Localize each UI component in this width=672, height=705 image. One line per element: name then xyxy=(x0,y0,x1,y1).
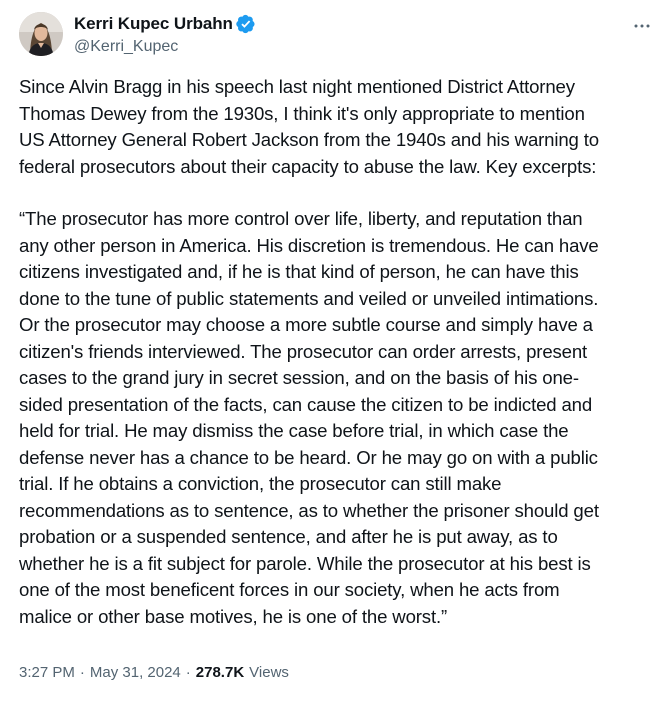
tweet-time[interactable]: 3:27 PM xyxy=(19,664,75,681)
author-handle[interactable]: @Kerri_Kupec xyxy=(74,38,179,55)
tweet-text xyxy=(19,74,659,630)
ellipsis-icon xyxy=(632,16,652,36)
profile-photo-icon xyxy=(19,12,63,56)
meta-separator: · xyxy=(79,664,85,681)
author-name-row xyxy=(74,14,256,34)
tweet-date[interactable]: May 31, 2024 xyxy=(89,664,181,681)
views-label: Views xyxy=(249,664,289,681)
meta-separator: · xyxy=(185,664,191,681)
avatar[interactable] xyxy=(19,12,63,56)
verified-badge-icon xyxy=(236,14,256,34)
tweet-paragraph-intro: Since Alvin Bragg in his speech last night mentioned District Attorney Thomas Dewey from the 1930s, I think it's only appropriate to mention US Attorney General Robert Jackson from the 1940s and his warning to federal prosecutors about their capacity to abuse the law. Key excerpts: xyxy=(19,76,599,177)
views-count: 278.7K xyxy=(195,664,245,681)
more-options-button[interactable] xyxy=(630,14,654,38)
author-display-name[interactable]: Kerri Kupec Urbahn xyxy=(74,14,233,33)
tweet-paragraph-quote: “The prosecutor has more control over life, liberty, and reputation than any other person in America. His discretion is tremendous. He can have citizens investigated and, if he is that kind of person, he can have this done to the tune of public statements and veiled or unveiled intimations. Or the prosecutor may choose a more subtle course and simply have a citizen's friends interviewed. The prosecutor can order arrests, present cases to the grand jury in secret session, and on the basis of his one- sided presentation of the facts, can cause the citizen to be indicted and held for trial. He may dismiss the case before trial, in which case the defense never has a chance to be heard. Or he may go on with a public trial. If he obtains a conviction, the prosecutor can still make recommendations as to sentence, as to whether the prisoner should get probation or a suspended sentence, and after he is put away, as to whether he is a fit subject for parole. While the prosecutor at his best is one of the most beneficent forces in our society, when he acts from malice or other base motives, he is one of the worst.” xyxy=(19,208,599,627)
tweet-meta xyxy=(19,664,289,681)
